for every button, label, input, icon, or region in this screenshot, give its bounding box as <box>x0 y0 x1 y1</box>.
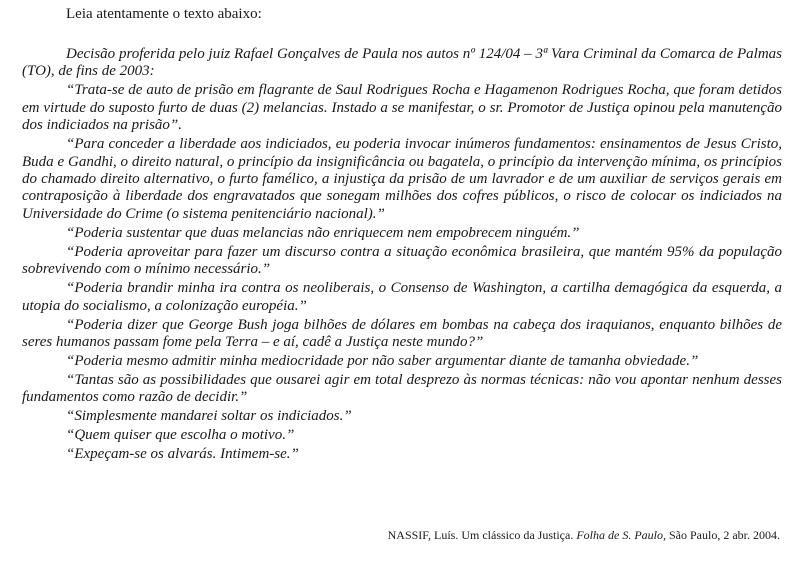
decision-paragraph: “Simplesmente mandarei soltar os indiciados.” <box>66 408 352 425</box>
decision-paragraph: “Poderia brandir minha ira contra os neoliberais, o Consenso de Washington, a cartilha demagógica da esquerda, a utopia do socialismo, a colonização européia.” <box>22 280 782 314</box>
decision-paragraph: “Para conceder a liberdade aos indiciados, eu poderia invocar inúmeros fundamentos: ensinamentos de Jesus Cristo, Buda e Gandhi, o direito natural, o princípio da insignificância ou bagatela, o princípio da intervenção mínima, os princípios do chamado direito alternativo, o furto famélico, a injustiça da prisão de um lavrador e de um auxiliar de serviços gerais em contraposição à liberdade dos engravatados que sonegam milhões dos cofres públicos, o risco de colocar os indiciados na Universidade do Crime (o sistema penitenciário nacional).” <box>22 136 782 222</box>
decision-paragraph: “Poderia aproveitar para fazer um discurso contra a situação econômica brasileira, que mantém 95% da população sobrevivendo com o mínimo necessário.” <box>22 243 782 278</box>
citation-publication: Folha de S. Paulo, <box>576 528 666 542</box>
source-citation <box>388 528 780 543</box>
citation-title: Um clássico da Justiça. <box>461 528 574 542</box>
decision-paragraph: “Trata-se de auto de prisão em flagrante de Saul Rodrigues Rocha e Hagamenon Rodrigues Rocha, que foram detidos em virtude do suposto furto de duas (2) melancias. Instado a se manifestar, o sr. Promotor de Justiça opinou pela manutenção dos indiciados na prisão”. <box>22 82 782 134</box>
decision-paragraph: “Poderia sustentar que duas melancias não enriquecem nem empobrecem ninguém.” <box>66 224 580 241</box>
citation-place-date: São Paulo, 2 abr. 2004. <box>669 528 780 542</box>
decision-paragraph: “Poderia dizer que George Bush joga bilhões de dólares em bombas na cabeça dos iraquianos, enquanto bilhões de seres humanos passam fome pela Terra – e aí, cadê a Justiça neste mundo?” <box>22 316 782 351</box>
decision-paragraph: “Expeçam-se os alvarás. Intimem-se.” <box>66 446 299 463</box>
quoted-decision <box>22 46 782 465</box>
decision-paragraph: “Poderia mesmo admitir minha mediocridade por não saber argumentar diante de tamanha obviedade.” <box>66 353 699 370</box>
intro-instruction: Leia atentamente o texto abaixo: <box>66 6 262 22</box>
decision-paragraph: “Quem quiser que escolha o motivo.” <box>66 427 295 444</box>
decision-header: Decisão proferida pelo juiz Rafael Gonçalves de Paula nos autos nº 124/04 – 3ª Vara Criminal da Comarca de Palmas (TO), de fins de 2003: <box>22 46 782 80</box>
decision-paragraph: “Tantas são as possibilidades que ousarei agir em total desprezo às normas técnicas: não vou apontar nenhum desses fundamentos como razão de decidir.” <box>22 372 782 406</box>
citation-author: NASSIF, Luís. <box>387 528 459 542</box>
